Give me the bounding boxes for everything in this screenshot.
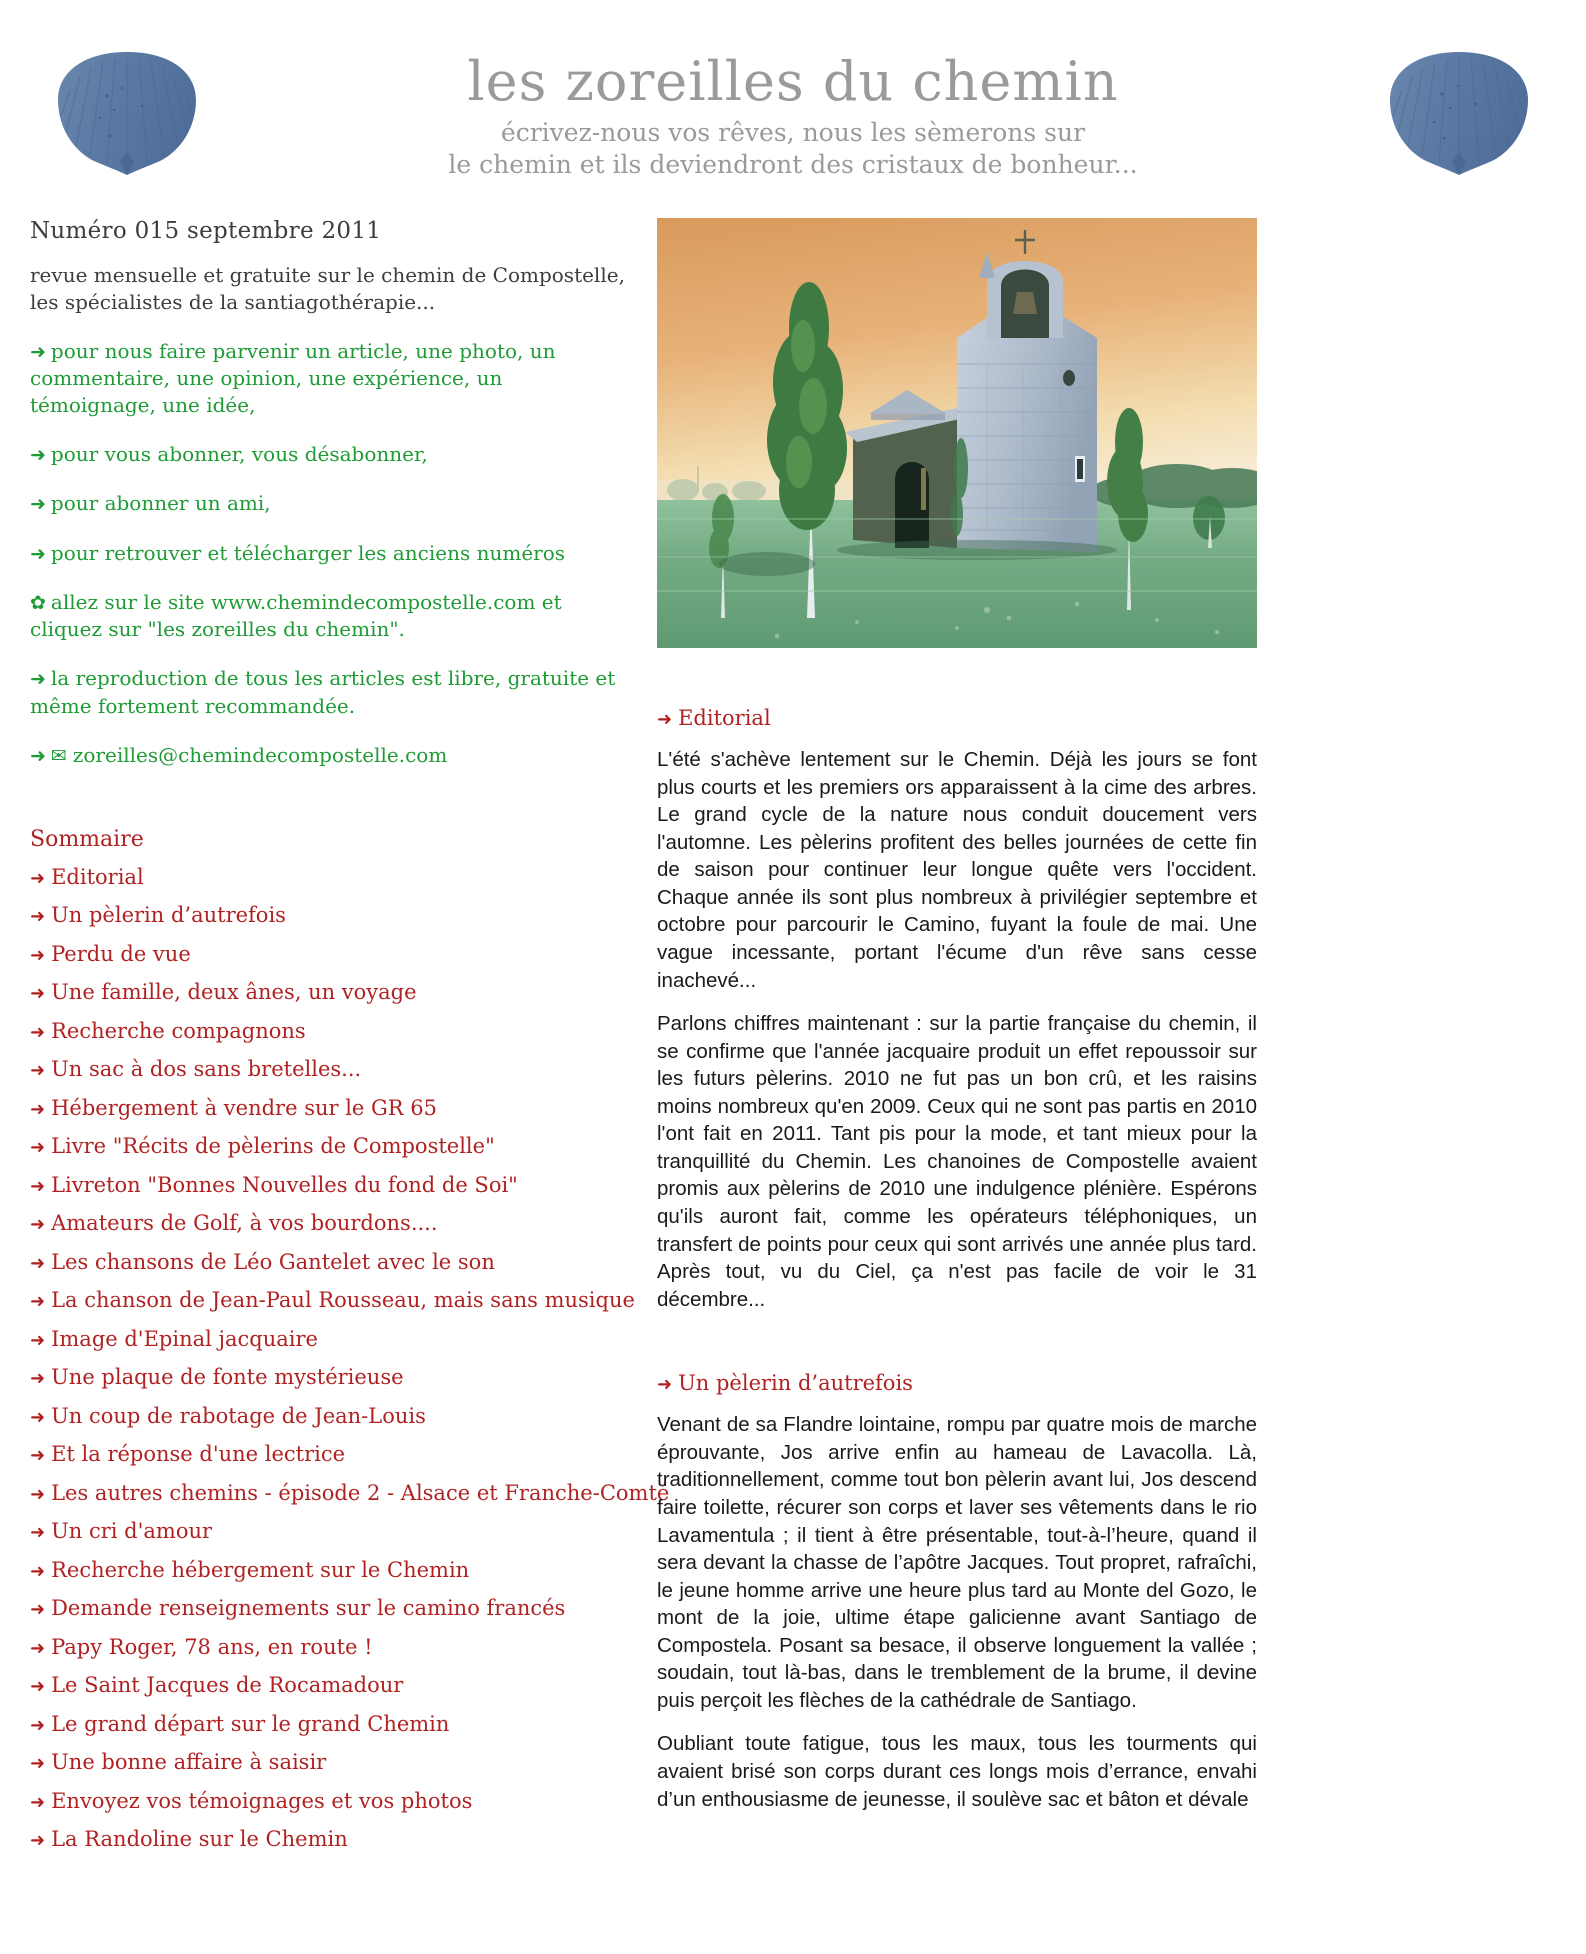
intro-item-3-label: pour retrouver et télécharger les anciens numéros bbox=[50, 540, 566, 565]
arrow-icon: ➜ bbox=[30, 1830, 46, 1852]
list-item[interactable] bbox=[30, 1018, 630, 1045]
list-item[interactable] bbox=[30, 1634, 630, 1661]
list-item[interactable] bbox=[30, 902, 630, 929]
intro-item-4-label: allez sur le site www.chemindecompostelle.com et cliquez sur "les zoreilles du chemin". bbox=[30, 590, 562, 642]
sommaire-item-label: Une famille, deux ânes, un voyage bbox=[51, 980, 417, 1005]
sommaire-item-label: Un sac à dos sans bretelles... bbox=[51, 1057, 362, 1082]
arrow-icon: ➜ bbox=[657, 1374, 673, 1396]
publication-subtitle-line1: écrivez-nous vos rêves, nous les sèmerons sur bbox=[500, 117, 1086, 147]
publication-blurb: revue mensuelle et gratuite sur le chemin de Compostelle, les spécialistes de la santiagothérapie... bbox=[30, 263, 625, 314]
arrow-icon: ➜ bbox=[30, 1214, 46, 1236]
arrow-icon: ➜ bbox=[30, 906, 46, 928]
arrow-icon: ➜ bbox=[30, 1676, 46, 1698]
arrow-icon: ➜ bbox=[657, 709, 673, 730]
article-heading-label: Un pèlerin d’autrefois bbox=[678, 1371, 913, 1396]
masthead-text bbox=[0, 50, 1586, 181]
publication-subtitle-line2: le chemin et ils deviendront des cristaux de bonheur... bbox=[448, 149, 1138, 179]
chapel-photo bbox=[657, 218, 1257, 648]
list-item[interactable] bbox=[30, 1557, 630, 1584]
list-item[interactable] bbox=[30, 1788, 630, 1815]
arrow-icon: ➜ bbox=[30, 340, 46, 363]
arrow-icon: ➜ bbox=[30, 1753, 46, 1775]
list-item[interactable] bbox=[30, 1364, 630, 1391]
list-item[interactable] bbox=[30, 1595, 630, 1622]
arrow-icon: ➜ bbox=[30, 1637, 46, 1659]
intro-item-3[interactable] bbox=[30, 540, 630, 567]
arrow-icon: ➜ bbox=[30, 1098, 46, 1120]
list-item[interactable] bbox=[30, 1287, 635, 1314]
arrow-icon: ➜ bbox=[30, 1291, 46, 1313]
arrow-icon: ➜ bbox=[30, 867, 46, 889]
article-heading-pelerin bbox=[657, 1371, 1257, 1395]
sommaire-item-label: Envoyez vos témoignages et vos photos bbox=[51, 1788, 473, 1813]
list-item[interactable] bbox=[30, 1672, 630, 1699]
sommaire-item-label: Un coup de rabotage de Jean-Louis bbox=[51, 1403, 426, 1428]
arrow-icon: ➜ bbox=[30, 668, 46, 691]
arrow-icon: ➜ bbox=[30, 493, 46, 516]
sommaire-item-label: Livreton "Bonnes Nouvelles du fond de Soi" bbox=[51, 1172, 518, 1197]
sommaire-item-label: Une bonne affaire à saisir bbox=[51, 1750, 327, 1775]
article-heading-editorial bbox=[657, 706, 1257, 730]
sommaire-item-label: La chanson de Jean-Paul Rousseau, mais sans musique bbox=[51, 1288, 635, 1313]
list-item[interactable] bbox=[30, 979, 630, 1006]
article-heading-label: Editorial bbox=[678, 706, 771, 730]
article-paragraph: L'été s'achève lentement sur le Chemin. Déjà les jours se font plus courts et les premiers ors apparaissent à la cime des arbres. Le grand cycle de la nature nous conduit doucement vers l'automne. Les pèlerins profitent des belles journées de cette fin de saison pour continuer leur longue quête vers l'occident. Chaque année ils sont plus nombreux à privilégier septembre et octobre pour parcourir le Camino, fuyant la foule de mai. Une vague incessante, portant l'écume d'un rêve sans cesse inachevé... bbox=[657, 748, 1257, 992]
publication-title: les zoreilles du chemin bbox=[467, 50, 1119, 113]
list-item[interactable] bbox=[30, 1480, 670, 1507]
intro-item-2-label: pour abonner un ami, bbox=[50, 491, 271, 516]
scallop-shell-icon-right bbox=[1384, 48, 1534, 180]
sommaire-item-label: Perdu de vue bbox=[51, 941, 191, 966]
arrow-icon: ➜ bbox=[30, 1599, 46, 1621]
arrow-icon: ➜ bbox=[30, 1791, 46, 1813]
arrow-icon: ➜ bbox=[30, 443, 46, 466]
sommaire-item-label: Demande renseignements sur le camino francés bbox=[51, 1596, 566, 1621]
sommaire-item-label: Recherche hébergement sur le Chemin bbox=[51, 1557, 470, 1582]
arrow-icon: ➜ bbox=[30, 1137, 46, 1159]
list-item[interactable] bbox=[30, 941, 630, 968]
arrow-icon: ➜ bbox=[30, 1522, 46, 1544]
sommaire-item-label: Un cri d'amour bbox=[51, 1519, 213, 1544]
arrow-icon: ➜ bbox=[30, 542, 46, 565]
envelope-icon: ✉ bbox=[50, 744, 67, 767]
intro-item-1[interactable] bbox=[30, 441, 630, 468]
sommaire-item-label: Un pèlerin d’autrefois bbox=[51, 903, 286, 928]
list-item[interactable] bbox=[30, 1441, 630, 1468]
arrow-icon: ➜ bbox=[30, 1560, 46, 1582]
sommaire-item-label: Les autres chemins - épisode 2 - Alsace et Franche-Comté bbox=[51, 1480, 670, 1505]
arrow-icon: ➜ bbox=[30, 1252, 46, 1274]
sommaire-item-label: Le Saint Jacques de Rocamadour bbox=[51, 1673, 404, 1698]
intro-item-5-label: la reproduction de tous les articles est libre, gratuite et même fortement recommandée. bbox=[30, 666, 616, 718]
article-paragraph: Parlons chiffres maintenant : sur la partie française du chemin, il se confirme que l'année jacquaire produit un effet repoussoir sur les futurs pèlerins. 2010 ne fut pas un bon crû, et les raisins moins nombreux qu'en 2009. Ceux qui ne sont pas partis en 2010 l'ont fait en 2011. Tant pis pour la mode, et tant mieux pour la tranquillité du Chemin. Les chanoines de Compostelle avaient promis aux pèlerins de 2010 une indulgence plénière. Espérons qu'ils auront fait, comme les opérateurs téléphoniques, un transfert de points pour ceux qui sont arrivés une année plus tard. Après tout, vu du Ciel, ça n'est pas facile de voir le 31 décembre... bbox=[657, 1012, 1257, 1311]
intro-item-4[interactable] bbox=[30, 589, 630, 643]
arrow-icon: ➜ bbox=[30, 983, 46, 1005]
sommaire-item-label: Et la réponse d'une lectrice bbox=[51, 1442, 346, 1467]
left-column bbox=[30, 196, 670, 1853]
masthead bbox=[0, 0, 1586, 196]
contact-email-address[interactable]: zoreilles@chemindecompostelle.com bbox=[72, 742, 448, 767]
list-item[interactable] bbox=[30, 1826, 630, 1853]
sommaire-item-label: Image d'Epinal jacquaire bbox=[51, 1326, 318, 1351]
list-item[interactable] bbox=[30, 1749, 630, 1776]
list-item[interactable] bbox=[30, 1403, 630, 1430]
sommaire-item-label: Hébergement à vendre sur le GR 65 bbox=[51, 1095, 438, 1120]
arrow-icon: ➜ bbox=[30, 1175, 46, 1197]
intro-item-0-label: pour nous faire parvenir un article, une photo, un commentaire, une opinion, une expérience, un témoignage, une idée, bbox=[30, 338, 556, 417]
arrow-icon: ➜ bbox=[30, 1368, 46, 1390]
sommaire-list bbox=[30, 864, 670, 1853]
arrow-icon: ➜ bbox=[30, 1445, 46, 1467]
arrow-icon: ➜ bbox=[30, 1329, 46, 1351]
arrow-icon: ➜ bbox=[30, 944, 46, 966]
arrow-icon: ➜ bbox=[30, 1483, 46, 1505]
sommaire-item-label: La Randoline sur le Chemin bbox=[51, 1827, 348, 1852]
article-paragraph: Venant de sa Flandre lointaine, rompu par quatre mois de marche éprouvante, Jos arrive enfin au hameau de Lavacolla. Là, traditionnellement, comme tout bon pèlerin avant lui, Jos descend faire toilette, récurer son corps et laver ses vêtements dans le rio Lavamentula ; il tient à être présentable, tout-à-l’heure, quand il sera devant la chasse de l’apôtre Jacques. Tout propret, rafraîchi, le jeune homme arrive une heure plus tard au Monte del Gozo, le mont de la joie, ultime étape galicienne avant Santiago de Compostela. Posant sa besace, il observe longuement la vallée ; soudain, tout là-bas, dans le tremblement de la brume, il devine puis perçoit les flèches de la cathédrale de Santiago. bbox=[657, 1413, 1257, 1712]
list-item[interactable] bbox=[30, 1172, 630, 1199]
list-item[interactable] bbox=[30, 1133, 630, 1160]
list-item[interactable] bbox=[30, 864, 630, 891]
sommaire-item-label: Recherche compagnons bbox=[51, 1018, 306, 1043]
sommaire-item-label: Le grand départ sur le grand Chemin bbox=[51, 1711, 450, 1736]
sommaire-item-label: Editorial bbox=[51, 864, 144, 889]
list-item[interactable] bbox=[30, 1711, 630, 1738]
sommaire-item-label: Livre "Récits de pèlerins de Compostelle" bbox=[51, 1134, 495, 1159]
sommaire-item-label: Les chansons de Léo Gantelet avec le son bbox=[51, 1249, 495, 1274]
intro-item-2[interactable] bbox=[30, 490, 630, 517]
arrow-icon: ➜ bbox=[30, 1021, 46, 1043]
list-item[interactable] bbox=[30, 1249, 630, 1276]
sommaire-item-label: Papy Roger, 78 ans, en route ! bbox=[51, 1634, 373, 1659]
article-paragraph: Oubliant toute fatigue, tous les maux, tous les tourments qui avaient brisé son corps durant ces longs mois d’errance, envahi d’un enthousiasme de jeunesse, il soulève sac et bâton et dévale bbox=[657, 1732, 1257, 1811]
intro-item-1-label: pour vous abonner, vous désabonner, bbox=[50, 441, 428, 466]
list-item[interactable] bbox=[30, 1518, 630, 1545]
sommaire-item-label: Amateurs de Golf, à vos bourdons.... bbox=[51, 1211, 438, 1236]
right-column bbox=[657, 196, 1257, 1813]
flower-icon: ✿ bbox=[30, 592, 46, 614]
sommaire-heading: Sommaire bbox=[30, 826, 144, 852]
list-item[interactable] bbox=[30, 1095, 630, 1122]
arrow-icon: ➜ bbox=[30, 1060, 46, 1082]
list-item[interactable] bbox=[30, 1210, 630, 1237]
arrow-icon: ➜ bbox=[30, 1714, 46, 1736]
list-item[interactable] bbox=[30, 1056, 630, 1083]
intro-item-0[interactable] bbox=[30, 338, 630, 419]
intro-item-5 bbox=[30, 665, 630, 719]
arrow-icon: ➜ bbox=[30, 744, 46, 767]
arrow-icon: ➜ bbox=[30, 1406, 46, 1428]
contact-email-line[interactable] bbox=[30, 742, 630, 769]
issue-number: Numéro 015 septembre 2011 bbox=[30, 218, 382, 244]
list-item[interactable] bbox=[30, 1326, 630, 1353]
sommaire-item-label: Une plaque de fonte mystérieuse bbox=[51, 1365, 404, 1390]
